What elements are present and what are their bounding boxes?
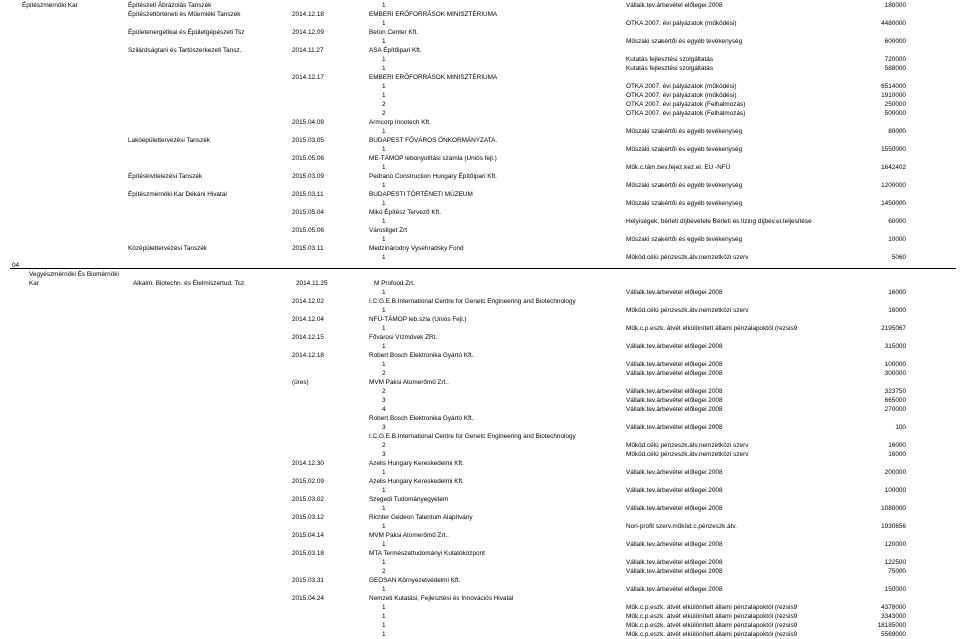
partner-cell: GEOSAN Környezetvédelmi Kft. <box>369 577 461 584</box>
item-number-cell: 1 <box>382 559 386 566</box>
partner-cell: EMBERI ERŐFORRÁSOK MINISZTÉRIUMA <box>369 74 498 81</box>
category-cell: Vállalk.tev.árbevétel előlegei 2008 <box>626 397 723 404</box>
partner-cell: Azelis Hungary Kereskedelmi Kft. <box>369 460 464 467</box>
item-number-cell: 1 <box>382 2 386 9</box>
amount-cell: 18185000 <box>877 622 906 629</box>
table-row <box>0 630 960 639</box>
date-cell: 2014.11.27 <box>292 47 324 54</box>
partner-cell: MVM Paksi Atomerőmű Zrt.. <box>369 379 449 386</box>
item-number-cell: 1 <box>382 289 386 296</box>
category-cell: Vállalk.tev.árbevétel előlegei 2008 <box>626 487 723 494</box>
department-cell: Építéskivitelezési Tanszék <box>128 173 203 180</box>
category-cell: Műk.c.p.eszk. átvét elkülönített állami pénzalapoktól (rezsis9 <box>626 622 798 629</box>
item-number-cell: 1 <box>382 182 386 189</box>
date-cell: 2014.12.30 <box>292 460 324 467</box>
table-row <box>0 73 960 82</box>
category-cell: Műszaki szakértői és egyéb tevékenység <box>626 38 743 45</box>
date-cell: (üres) <box>292 379 309 386</box>
amount-cell: 122500 <box>884 559 906 566</box>
table-row <box>0 163 960 172</box>
table-row <box>0 297 960 306</box>
amount-cell: 120000 <box>884 541 906 548</box>
item-number-cell: 1 <box>382 146 386 153</box>
amount-cell: 16000 <box>888 307 906 314</box>
amount-cell: 16000 <box>888 442 906 449</box>
category-cell: Műszaki szakértői és egyéb tevékenység <box>626 200 743 207</box>
category-cell: Vállalk.tev.árbevétel előlegei 2008 <box>626 343 723 350</box>
department-cell: Alkalm. Biotechn. és Élelmiszertud. Tsz. <box>133 280 246 287</box>
department-cell: Építészeti Ábrázolás Tanszék <box>128 2 212 9</box>
date-cell: 2015.03.09 <box>292 173 324 180</box>
item-number-cell: 2 <box>382 568 386 575</box>
partner-cell: Mikó Építész Tervező Kft. <box>369 209 441 216</box>
table-row <box>0 369 960 378</box>
table-row <box>0 37 960 46</box>
date-cell: 2014.12.09 <box>292 29 324 36</box>
category-cell: Kutatás fejlesztési szolgáltatás <box>626 56 714 63</box>
table-row <box>0 459 960 468</box>
table-row <box>0 360 960 369</box>
department-cell: Lakóépülettervezési Tanszék <box>128 137 210 144</box>
partner-cell: Richter Gedeon Talentum Alapítvány <box>369 514 473 521</box>
item-number-cell: 1 <box>382 164 386 171</box>
partner-cell: Pedrano Construction Hungary Építőipari Kft. <box>369 173 497 180</box>
item-number-cell: 3 <box>382 397 386 404</box>
category-cell: Műk.c.p.eszk. átvét elkülönített állami pénzalapoktól (rezsis9 <box>626 604 798 611</box>
category-cell: Műszaki szakértői és egyéb tevékenység <box>626 236 743 243</box>
amount-cell: 5060 <box>891 254 906 261</box>
table-row <box>0 342 960 351</box>
item-number-cell: 2 <box>382 370 386 377</box>
table-row <box>0 127 960 136</box>
table-row <box>0 594 960 603</box>
table-row <box>0 585 960 594</box>
category-cell: Kutatás fejlesztési szolgáltatás <box>626 65 714 72</box>
amount-cell: 500000 <box>884 110 906 117</box>
date-cell: 2015.05.06 <box>292 155 324 162</box>
date-cell: 2015.04.09 <box>292 119 324 126</box>
amount-cell: 588000 <box>884 65 906 72</box>
amount-cell: 300000 <box>884 370 906 377</box>
table-row <box>0 91 960 100</box>
table-row <box>0 495 960 504</box>
table-row <box>0 208 960 217</box>
category-cell: Non-profit szerv.működ.c.pénzeszk.átv. <box>626 523 737 530</box>
amount-cell: 1910000 <box>881 92 906 99</box>
amount-cell: 1200000 <box>881 182 906 189</box>
table-row <box>0 558 960 567</box>
table-row <box>0 279 960 288</box>
item-number-cell: 1 <box>382 38 386 45</box>
table-row <box>0 432 960 441</box>
item-number-cell: 2 <box>382 110 386 117</box>
table-row <box>0 109 960 118</box>
category-cell: Vállalk.tev.árbevétel előlegei 2008 <box>626 559 723 566</box>
category-cell: OTKA 2007. évi pályázatok (működési) <box>626 20 737 27</box>
amount-cell: 180000 <box>884 2 906 9</box>
item-number-cell: 1 <box>382 200 386 207</box>
amount-cell: 80000 <box>888 128 906 135</box>
category-cell: Vállalk.tev.árbevétel előlegei 2008 <box>626 505 723 512</box>
date-cell: 2015.05.06 <box>292 227 324 234</box>
amount-cell: 100000 <box>884 361 906 368</box>
date-cell: 2015.03.02 <box>292 496 324 503</box>
table-row <box>0 567 960 576</box>
category-cell: Vállalk.tev.árbevétel előlegei 2008 <box>626 361 723 368</box>
item-number-cell: 2 <box>382 388 386 395</box>
faculty-cell: Építészmérnöki Kar <box>22 2 78 9</box>
date-cell: 2015.03.05 <box>292 137 324 144</box>
table-row <box>0 405 960 414</box>
category-cell: Vállalk.tev.árbevétel előlegei 2008 <box>626 2 723 9</box>
date-cell: 2014.12.15 <box>292 334 324 341</box>
category-cell: Vállalk.tev.árbevétel előlegei 2008 <box>626 406 723 413</box>
table-row <box>0 118 960 127</box>
amount-cell: 4378000 <box>881 604 906 611</box>
item-number-cell: 1 <box>382 613 386 620</box>
table-row <box>0 154 960 163</box>
table-row <box>0 10 960 19</box>
amount-cell: 4480000 <box>881 20 906 27</box>
table-row <box>0 324 960 333</box>
partner-cell: Szegedi Tudományegyetem <box>369 496 449 503</box>
category-cell: OTKA 2007. évi pályázatok (Felhalmozás) <box>626 110 746 117</box>
item-number-cell: 1 <box>382 236 386 243</box>
amount-cell: 1642402 <box>881 164 906 171</box>
item-number-cell: 3 <box>382 424 386 431</box>
amount-cell: 3343000 <box>881 613 906 620</box>
item-number-cell: 1 <box>382 604 386 611</box>
table-row <box>0 181 960 190</box>
table-row <box>0 288 960 297</box>
table-row <box>0 621 960 630</box>
amount-cell: 200000 <box>884 469 906 476</box>
department-cell: Építészettörténeti és Műemléki Tanszék <box>128 11 241 18</box>
category-cell: Műk.c.p.eszk. átvét elkülönített állami pénzalapoktól (rezsis9 <box>626 613 798 620</box>
category-cell: OTKA 2007. évi pályázatok (működési) <box>626 83 737 90</box>
category-cell: Műk.c.tám.bev.fejez.kez.el. EU -NFÜ <box>626 164 731 171</box>
partner-cell: Nemzeti Kutatási, Fejlesztési és Innovációs Hivatal <box>369 595 514 602</box>
date-cell: 2014.12.18 <box>292 11 324 18</box>
item-number-cell: 4 <box>382 406 386 413</box>
amount-cell: 6514000 <box>881 83 906 90</box>
item-number-cell: 1 <box>382 128 386 135</box>
item-number-cell: 1 <box>382 361 386 368</box>
partner-cell: Medzinárodný Vysehradsky Fond <box>369 245 464 252</box>
department-cell: Középülettervezési Tanszék <box>128 245 208 252</box>
partner-cell: Robert Bosch Elektronika Gyártó Kft. <box>369 415 474 422</box>
item-number-cell: 1 <box>382 622 386 629</box>
date-cell: 2015.03.31 <box>292 577 324 584</box>
amount-cell: 2195067 <box>881 325 906 332</box>
amount-cell: 323750 <box>884 388 906 395</box>
partner-cell: Armcorp Innotech Kft. <box>369 119 431 126</box>
item-number-cell: 1 <box>382 487 386 494</box>
partner-cell: ME-TÁMOP lebonyolítási számla (Uniós fejl.) <box>369 155 497 162</box>
partner-cell: Városliget Zrt <box>369 227 408 234</box>
table-row <box>0 55 960 64</box>
table-row <box>0 1 960 10</box>
table-row <box>0 576 960 585</box>
amount-cell: 250000 <box>884 101 906 108</box>
table-row <box>0 423 960 432</box>
category-cell: OTKA 2007. évi pályázatok (működési) <box>626 92 737 99</box>
date-cell: 2014.12.17 <box>292 74 324 81</box>
item-number-cell: 1 <box>382 541 386 548</box>
category-cell: Vállalk.tev.árbevétel előlegei 2008 <box>626 370 723 377</box>
partner-cell: EMBERI ERŐFORRÁSOK MINISZTÉRIUMA <box>369 11 498 18</box>
item-number-cell: 1 <box>382 20 386 27</box>
item-number-cell: 1 <box>382 631 386 638</box>
amount-cell: 1450000 <box>881 200 906 207</box>
category-cell: Műk.c.p.eszk. átvét elkülönített állami pénzalapoktól (rezsis9 <box>626 631 798 638</box>
item-number-cell: 1 <box>382 56 386 63</box>
partner-cell: M Profood Zrt. <box>374 280 415 287</box>
date-cell: 2014.12.02 <box>292 298 324 305</box>
table-row <box>0 199 960 208</box>
table-row <box>0 28 960 37</box>
table-row <box>0 172 960 181</box>
table-row <box>0 46 960 55</box>
section-divider <box>10 268 956 269</box>
amount-cell: 315000 <box>884 343 906 350</box>
item-number-cell: 1 <box>382 83 386 90</box>
item-number-cell: 2 <box>382 442 386 449</box>
department-cell: Szilárdságtani és Tartószerkezeti Tansz. <box>128 47 242 54</box>
amount-cell: 720000 <box>884 56 906 63</box>
partner-cell: Beton Center Kft. <box>369 29 419 36</box>
department-cell: Építészmérnöki Kar Dékáni Hivatal <box>128 191 227 198</box>
date-cell: 2015.03.12 <box>292 514 324 521</box>
date-cell: 2015.03.11 <box>292 245 324 252</box>
item-number-cell: 1 <box>382 469 386 476</box>
category-cell: Működ.célú pénzeszk.átv.nemzetközi szerv <box>626 307 749 314</box>
item-number-cell: 1 <box>382 218 386 225</box>
category-cell: Működ.célú pénzeszk.átv.nemzetközi szerv <box>626 451 749 458</box>
category-cell: Vállalk.tev.árbevétel előlegei 2008 <box>626 424 723 431</box>
date-cell: 2015.05.04 <box>292 209 324 216</box>
date-cell: 2014.12.18 <box>292 352 324 359</box>
date-cell: 2014.11.25 <box>296 280 328 287</box>
item-number-cell: 1 <box>382 325 386 332</box>
partner-cell: ASA Építőipari Kft. <box>369 47 422 54</box>
amount-cell: 100 <box>895 424 906 431</box>
date-cell: 2015.04.24 <box>292 595 324 602</box>
table-row <box>0 468 960 477</box>
date-cell: 2015.03.18 <box>292 550 324 557</box>
item-number-cell: 1 <box>382 523 386 530</box>
amount-cell: 16000 <box>888 451 906 458</box>
partner-cell: I.C.G.E.B.International Centre for Genetc Engineering and Biotechnology <box>369 298 576 305</box>
amount-cell: 270000 <box>884 406 906 413</box>
table-row <box>0 486 960 495</box>
table-row <box>0 145 960 154</box>
date-cell: 2015.02.09 <box>292 478 324 485</box>
category-cell: Műszaki szakértői és egyéb tevékenység <box>626 128 743 135</box>
date-cell: 2015.03.11 <box>292 191 324 198</box>
category-cell: OTKA 2007. évi pályázatok (Felhalmozás) <box>626 101 746 108</box>
partner-cell: Azelis Hungary Kereskedelmi Kft. <box>369 478 464 485</box>
category-cell: Vállalk.tev.árbevétel előlegei 2008 <box>626 469 723 476</box>
table-row <box>0 387 960 396</box>
category-cell: Vállalk.tev.árbevétel előlegei 2008 <box>626 541 723 548</box>
amount-cell: 16000 <box>888 289 906 296</box>
table-row <box>0 190 960 199</box>
table-row <box>0 333 960 342</box>
faculty-name: Vegyészmérnöki És Biomérnöki Kar <box>29 271 119 287</box>
item-number-cell: 1 <box>382 254 386 261</box>
amount-cell: 600000 <box>884 38 906 45</box>
item-number-cell: 1 <box>382 505 386 512</box>
item-number-cell: 1 <box>382 65 386 72</box>
partner-cell: Fővárosi Vízművek ZRt. <box>369 334 438 341</box>
item-number-cell: 3 <box>382 451 386 458</box>
partner-cell: MTA Természettudományi Kutatóközpont <box>369 550 485 557</box>
table-row <box>0 477 960 486</box>
amount-cell: 10000 <box>888 236 906 243</box>
amount-cell: 60000 <box>888 218 906 225</box>
amount-cell: 1550000 <box>881 146 906 153</box>
amount-cell: 150000 <box>884 586 906 593</box>
partner-cell: MVM Paksi Atomerőmű Zrt.. <box>369 532 449 539</box>
table-row <box>0 226 960 235</box>
table-row <box>0 82 960 91</box>
table-row <box>0 100 960 109</box>
amount-cell: 1930656 <box>881 523 906 530</box>
partner-cell: BUDAPEST FŐVÁROS ÖNKORMÁNYZATA. <box>369 137 498 144</box>
category-cell: Vállalk.tev.árbevétel előlegei 2008 <box>626 568 723 575</box>
table-row <box>0 612 960 621</box>
table-row <box>0 513 960 522</box>
table-row <box>0 64 960 73</box>
date-cell: 2015.04.14 <box>292 532 324 539</box>
category-cell: Vállalk.tev.árbevétel előlegei 2008 <box>626 388 723 395</box>
table-row <box>0 603 960 612</box>
item-number-cell: 2 <box>382 101 386 108</box>
section-code: 04 <box>12 262 20 269</box>
table-row <box>0 531 960 540</box>
amount-cell: 5569000 <box>881 631 906 638</box>
table-row <box>0 351 960 360</box>
category-cell: Műszaki szakértői és egyéb tevékenység <box>626 146 743 153</box>
category-cell: Működ.célú pénzeszk.átv.nemzetközi szerv <box>626 254 749 261</box>
table-row <box>0 217 960 226</box>
table-row <box>0 19 960 28</box>
department-cell: Épületenergetikai és Épületgépészeti Tsz <box>128 29 245 36</box>
amount-cell: 75000 <box>888 568 906 575</box>
item-number-cell: 1 <box>382 586 386 593</box>
item-number-cell: 1 <box>382 307 386 314</box>
amount-cell: 100000 <box>884 487 906 494</box>
partner-cell: Robert Bosch Elektronika Gyártó Kft. <box>369 352 474 359</box>
partner-cell: BUDAPESTI TÖRTÉNETI MÚZEUM <box>369 191 473 198</box>
amount-cell: 665000 <box>884 397 906 404</box>
table-row <box>0 414 960 423</box>
table-row <box>0 441 960 450</box>
category-cell: Műszaki szakértői és egyéb tevékenység <box>626 182 743 189</box>
table-row <box>0 540 960 549</box>
date-cell: 2014.12.04 <box>292 316 324 323</box>
amount-cell: 1080000 <box>881 505 906 512</box>
item-number-cell: 1 <box>382 92 386 99</box>
table-row <box>0 450 960 459</box>
table-row <box>0 396 960 405</box>
table-row <box>0 504 960 513</box>
item-number-cell: 1 <box>382 343 386 350</box>
table-row <box>0 136 960 145</box>
category-cell: Helyiségek, bérleti díjbevétele Bérleti és lízing díjbev.ei.teljesítése <box>626 218 812 225</box>
category-cell: Működ.célú pénzeszk.átv.nemzetközi szerv <box>626 442 749 449</box>
category-cell: Vállalk.tev.árbevétel előlegei 2008 <box>626 586 723 593</box>
table-row <box>0 378 960 387</box>
partner-cell: NFÜ-TÁMOP leb.szla (Uniós Fejl.) <box>369 316 467 323</box>
table-row <box>0 522 960 531</box>
category-cell: Műk.c.p.eszk. átvét elkülönített állami pénzalapoktól (rezsis9 <box>626 325 798 332</box>
category-cell: Vállalk.tev.árbevétel előlegei 2008 <box>626 289 723 296</box>
table-row <box>0 235 960 244</box>
table-row <box>0 306 960 315</box>
table-row <box>0 315 960 324</box>
table-row <box>0 244 960 253</box>
table-row <box>0 549 960 558</box>
partner-cell: I.C.G.E.B.International Centre for Genetc Engineering and Biotechnology <box>369 433 576 440</box>
